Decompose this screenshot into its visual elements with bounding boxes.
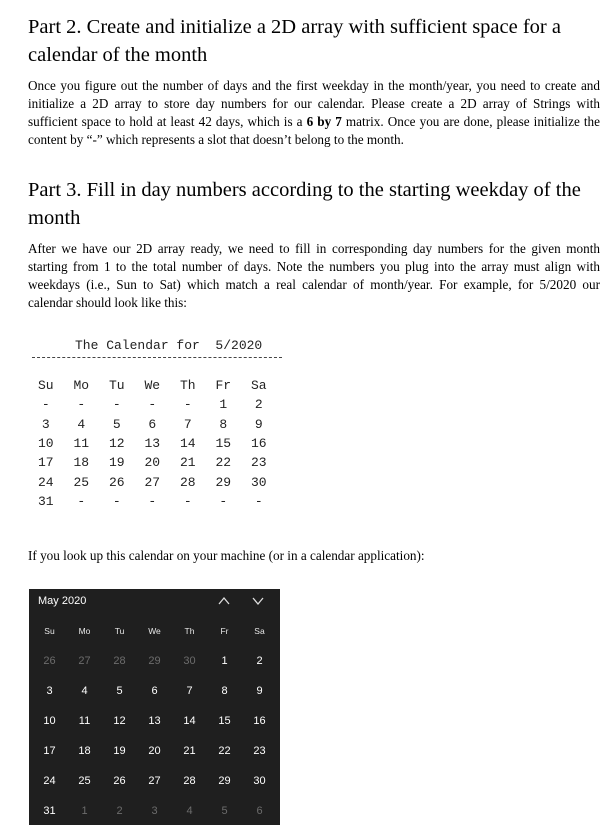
calendar-day-cell[interactable]: 3	[151, 805, 158, 817]
text-calendar-weekday: Tu	[108, 378, 125, 394]
calendar-day-cell[interactable]: 26	[43, 655, 56, 667]
calendar-weekday-row	[32, 616, 277, 646]
calendar-day-cell[interactable]: 26	[113, 775, 126, 787]
calendar-day-cell[interactable]: 4	[81, 685, 88, 697]
calendar-day-cell[interactable]: 30	[183, 655, 196, 667]
part2-paragraph	[28, 77, 600, 149]
calendar-day-cell[interactable]: 6	[151, 685, 158, 697]
calendar-day-cell[interactable]: 11	[78, 715, 91, 727]
text-calendar-title: The Calendar for 5/2020	[75, 338, 263, 353]
text-calendar-week-row	[28, 434, 277, 453]
text-calendar-day: 30	[250, 474, 267, 490]
text-calendar-day: 5	[112, 416, 121, 432]
text-calendar-day: -	[77, 493, 86, 509]
text-calendar-day: 20	[144, 455, 161, 471]
calendar-day-cell[interactable]: 10	[43, 715, 56, 727]
text-calendar-week-row	[28, 472, 277, 491]
calendar-app-widget	[29, 589, 280, 825]
calendar-weekday-label: We	[148, 626, 161, 636]
text-calendar-day: 10	[37, 436, 54, 452]
calendar-day-cell[interactable]: 5	[221, 805, 228, 817]
calendar-weekday-label: Sa	[254, 626, 265, 636]
text-calendar-day: -	[148, 493, 157, 509]
text-calendar-weekday: Th	[179, 378, 196, 394]
text-calendar-weekday: Mo	[73, 378, 90, 394]
text-calendar-day: 14	[179, 436, 196, 452]
calendar-day-cell[interactable]: 2	[116, 805, 123, 817]
calendar-day-cell[interactable]: 28	[183, 775, 196, 787]
text-calendar-day: 21	[179, 455, 196, 471]
calendar-weekday-label: Su	[44, 626, 55, 636]
text-calendar-day: -	[148, 397, 157, 413]
calendar-day-cell[interactable]: 13	[148, 715, 161, 727]
calendar-day-cell[interactable]: 6	[256, 805, 263, 817]
calendar-weekday-label: Fr	[220, 626, 229, 636]
calendar-day-cell[interactable]: 12	[113, 715, 126, 727]
calendar-day-cell[interactable]: 22	[218, 745, 231, 757]
calendar-weekday-label: Tu	[114, 626, 125, 636]
text-calendar-day: 17	[37, 455, 54, 471]
text-calendar-day: -	[41, 397, 50, 413]
calendar-weekday-label: Th	[184, 626, 195, 636]
text-calendar-day: 8	[219, 416, 228, 432]
calendar-day-cell[interactable]: 8	[221, 685, 228, 697]
text-calendar-day: 25	[73, 474, 90, 490]
calendar-day-cell[interactable]: 18	[78, 745, 91, 757]
part2-text-a: Once you figure out the number of days and the first weekday in the month/year, you need to create and initialize a 2D array to store day numbers for our calendar. Please create a 2D array of Strings with sufficient space to hold at least 42 days, which is a	[28, 78, 600, 129]
text-calendar-day: 24	[37, 474, 54, 490]
calendar-day-cell[interactable]: 5	[116, 685, 123, 697]
calendar-day-cell[interactable]: 30	[253, 775, 266, 787]
calendar-day-cell[interactable]: 27	[78, 655, 91, 667]
calendar-day-cell[interactable]: 1	[81, 805, 88, 817]
calendar-day-cell[interactable]: 25	[78, 775, 91, 787]
calendar-day-cell[interactable]: 28	[113, 655, 126, 667]
text-calendar-day: -	[183, 397, 192, 413]
text-calendar-week-row	[28, 492, 277, 511]
text-calendar-day: 29	[215, 474, 232, 490]
calendar-week-row	[32, 646, 277, 676]
calendar-day-cell[interactable]: 7	[186, 685, 193, 697]
calendar-day-cell[interactable]: 2	[256, 655, 263, 667]
text-calendar-divider	[32, 357, 282, 358]
calendar-day-cell[interactable]: 21	[183, 745, 196, 757]
part3-heading: Part 3. Fill in day numbers according to the starting weekday of the month	[28, 179, 581, 229]
text-calendar-day: 18	[73, 455, 90, 471]
calendar-week-row	[32, 736, 277, 766]
text-calendar-grid	[28, 376, 277, 511]
calendar-week-row	[32, 796, 277, 826]
calendar-app-grid	[32, 616, 277, 826]
text-calendar-day: -	[77, 397, 86, 413]
text-calendar-day: 16	[250, 436, 267, 452]
calendar-week-row	[32, 676, 277, 706]
text-calendar-weekday: We	[144, 378, 161, 394]
calendar-week-row	[32, 706, 277, 736]
calendar-day-cell[interactable]: 17	[43, 745, 56, 757]
text-calendar-day: 26	[108, 474, 125, 490]
text-calendar-week-row	[28, 415, 277, 434]
text-calendar-week-row	[28, 453, 277, 472]
calendar-month-title[interactable]: May 2020	[38, 595, 87, 607]
text-calendar-day: -	[112, 493, 121, 509]
text-calendar-weekday-row	[28, 376, 277, 395]
text-calendar-day: -	[112, 397, 121, 413]
text-calendar-day: -	[219, 493, 228, 509]
text-calendar-day: 7	[183, 416, 192, 432]
chevron-down-icon[interactable]	[250, 593, 266, 609]
calendar-week-row	[32, 766, 277, 796]
part2-heading: Part 2. Create and initialize a 2D array with sufficient space for a calendar of the month	[28, 16, 561, 66]
calendar-weekday-label: Mo	[78, 626, 91, 636]
calendar-day-cell[interactable]: 29	[148, 655, 161, 667]
text-calendar-day: 13	[144, 436, 161, 452]
calendar-day-cell[interactable]: 16	[253, 715, 266, 727]
text-calendar-day: 2	[254, 397, 263, 413]
text-calendar-day: 4	[77, 416, 86, 432]
calendar-day-cell[interactable]: 19	[113, 745, 126, 757]
calendar-day-cell[interactable]: 31	[43, 805, 56, 817]
calendar-day-cell[interactable]: 1	[221, 655, 228, 667]
calendar-day-cell[interactable]: 27	[148, 775, 161, 787]
text-calendar-day: 31	[37, 493, 54, 509]
text-calendar-day: -	[254, 493, 263, 509]
text-calendar-day: 11	[73, 436, 90, 452]
part3-paragraph: After we have our 2D array ready, we need to fill in corresponding day numbers for the given month starting from 1 to the total number of days. Note the numbers you plug into the array must align with weekdays (i.e., Sun to Sat) which match a real calendar of month/year. For example, for 5/2020 our calendar should look like this:	[28, 241, 600, 310]
text-calendar-day: 3	[41, 416, 50, 432]
calendar-day-cell[interactable]: 29	[218, 775, 231, 787]
text-calendar-day: 27	[144, 474, 161, 490]
text-calendar-day: 9	[254, 416, 263, 432]
calendar-day-cell[interactable]: 4	[186, 805, 193, 817]
text-calendar-day: 23	[250, 455, 267, 471]
part2-bold-dimension: 6 by 7	[306, 114, 342, 129]
calendar-day-cell[interactable]: 3	[46, 685, 53, 697]
part2-text-b: matrix. Once you are done, please initialize the content by “-” which represents a slot that doesn’t belong to the month.	[28, 114, 600, 147]
text-calendar-weekday: Sa	[250, 378, 267, 394]
caption: If you look up this calendar on your machine (or in a calendar application):	[28, 548, 425, 563]
calendar-day-cell[interactable]: 9	[256, 685, 263, 697]
calendar-day-cell[interactable]: 23	[253, 745, 266, 757]
text-calendar-weekday: Fr	[215, 378, 232, 394]
text-calendar-week-row	[28, 395, 277, 414]
text-calendar-day: 12	[108, 436, 125, 452]
text-calendar-weekday: Su	[37, 378, 54, 394]
text-calendar-day: 22	[215, 455, 232, 471]
text-calendar-day: 1	[219, 397, 228, 413]
calendar-day-cell[interactable]: 14	[183, 715, 196, 727]
text-calendar-day: 19	[108, 455, 125, 471]
text-calendar-day: 6	[148, 416, 157, 432]
calendar-day-cell[interactable]: 15	[218, 715, 231, 727]
text-calendar-day: 15	[215, 436, 232, 452]
calendar-day-cell[interactable]: 20	[148, 745, 161, 757]
text-calendar-day: -	[183, 493, 192, 509]
text-calendar-day: 28	[179, 474, 196, 490]
calendar-day-cell[interactable]: 24	[43, 775, 56, 787]
chevron-up-icon[interactable]	[216, 593, 232, 609]
